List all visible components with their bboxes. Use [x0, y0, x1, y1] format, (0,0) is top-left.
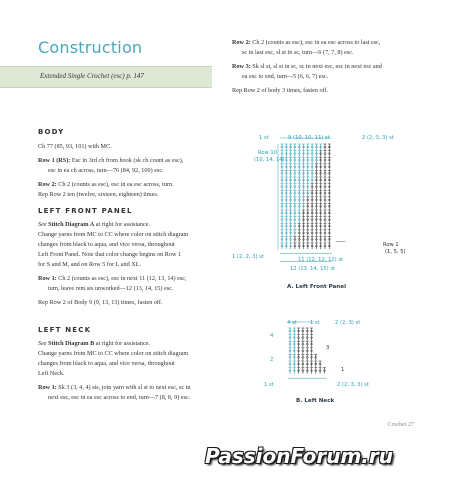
neck-line: Left Neck.: [38, 370, 65, 377]
right-row3-cont: ea esc to end, turn—5 (6, 6, 7) esc.: [242, 73, 329, 80]
stitch-symbol: [310, 361, 313, 367]
diag-b-top-right: 2 (2, 3) st: [335, 320, 361, 326]
stitch-symbol: [319, 197, 322, 203]
diag-b-bottom-right: 2 (2, 3, 3) st: [337, 382, 369, 388]
stitch-symbol: [302, 210, 305, 216]
stitch-symbol: [314, 354, 317, 360]
stitch-symbol: [285, 151, 288, 157]
stitch-symbol: [294, 243, 297, 249]
reference-text: Extended Single Crochet (esc) p. 147: [40, 72, 144, 80]
stitch-symbol: [294, 217, 297, 223]
stitch-symbol: [328, 236, 331, 242]
stitch-symbol: [293, 368, 296, 374]
stitch-symbol: [306, 368, 309, 374]
stitch-symbol: [302, 335, 305, 341]
stitch-symbol: [285, 157, 288, 163]
right-rep: Rep Row 2 of body 3 times, fasten off.: [232, 87, 329, 94]
stitch-symbol: [311, 151, 314, 157]
stitch-symbol: [324, 170, 327, 176]
stitch-symbol: [319, 236, 322, 242]
stitch-symbol: [310, 368, 313, 374]
stitch-symbol: [315, 197, 318, 203]
stitch-symbol: [302, 151, 305, 157]
stitch-symbol: [298, 177, 301, 183]
stitch-symbol: [298, 236, 301, 242]
stitch-symbol: [302, 223, 305, 229]
stitch-symbol: [293, 335, 296, 341]
stitch-symbol: [319, 361, 322, 367]
stitch-symbol: [281, 190, 284, 196]
stitch-symbol: [289, 223, 292, 229]
stitch-symbol: [285, 190, 288, 196]
stitch-symbol: [311, 197, 314, 203]
stitch-symbol: [324, 197, 327, 203]
stitch-symbol: [302, 184, 305, 190]
stitch-symbol: [324, 144, 327, 150]
stitch-symbol: [324, 217, 327, 223]
stitch-symbol: [297, 368, 300, 374]
stitch-symbol: [324, 203, 327, 209]
diag-b-row-num: 3: [326, 345, 330, 351]
stitch-symbol: [310, 335, 313, 341]
stitch-symbol: [281, 177, 284, 183]
stitch-symbol: [302, 144, 305, 150]
stitch-symbol: [294, 197, 297, 203]
stitch-symbol: [328, 184, 331, 190]
stitch-symbol: [289, 335, 292, 341]
stitch-symbol: [285, 197, 288, 203]
stitch-symbol: [315, 210, 318, 216]
stitch-symbol: [315, 217, 318, 223]
stitch-symbol: [298, 157, 301, 163]
stitch-symbol: [294, 170, 297, 176]
stitch-symbol: [298, 190, 301, 196]
stitch-symbol: [298, 203, 301, 209]
stitch-symbol: [306, 230, 309, 236]
stitch-symbol: [285, 223, 288, 229]
stitch-symbol: [285, 236, 288, 242]
stitch-symbol: [306, 223, 309, 229]
stitch-symbol: [289, 203, 292, 209]
front-rep: Rep Row 2 of Body 9 (9, 13, 13) times, fasten off.: [38, 299, 163, 306]
stitch-symbol: [315, 190, 318, 196]
stitch-symbol: [306, 144, 309, 150]
stitch-symbol: [306, 197, 309, 203]
stitch-symbol: [324, 184, 327, 190]
stitch-symbol: [324, 210, 327, 216]
stitch-symbol: [306, 177, 309, 183]
stitch-symbol: [328, 164, 331, 170]
stitch-symbol: [289, 230, 292, 236]
stitch-symbol: [302, 328, 305, 334]
stitch-symbol: [294, 164, 297, 170]
stitch-symbol: [311, 177, 314, 183]
stitch-symbol: [324, 236, 327, 242]
stitch-symbol: [297, 354, 300, 360]
stitch-symbol: [289, 190, 292, 196]
stitch-symbol: [328, 157, 331, 163]
neck-line: changes from black to aqua, and vice versa, throughout: [38, 360, 175, 367]
stitch-symbol: [319, 184, 322, 190]
stitch-symbol: [281, 203, 284, 209]
stitch-symbol: [310, 328, 313, 334]
stitch-symbol: [285, 177, 288, 183]
stitch-symbol: [302, 236, 305, 242]
right-row2-cont: sc in last esc, sl st in sc, turn—6 (7, 7, 8) esc.: [242, 49, 354, 56]
stitch-symbol: [293, 348, 296, 354]
stitch-symbol: [306, 170, 309, 176]
stitch-symbol: [302, 190, 305, 196]
stitch-symbol: [293, 341, 296, 347]
stitch-symbol: [315, 164, 318, 170]
stitch-symbol: [314, 368, 317, 374]
stitch-symbol: [289, 243, 292, 249]
stitch-symbol: [328, 177, 331, 183]
stitch-symbol: [293, 354, 296, 360]
stitch-symbol: [289, 177, 292, 183]
stitch-symbol: [319, 217, 322, 223]
stitch-symbol: [285, 184, 288, 190]
stitch-symbol: [306, 151, 309, 157]
neck-heading: LEFT NECK: [38, 326, 92, 334]
stitch-symbol: [297, 348, 300, 354]
stitch-symbol: [281, 243, 284, 249]
diag-b-row-num: 2: [270, 357, 274, 363]
stitch-symbol: [315, 144, 318, 150]
stitch-symbol: [289, 170, 292, 176]
stitch-symbol: [306, 190, 309, 196]
body-line: Ch 77 (85, 93, 101) with MC.: [38, 143, 112, 150]
stitch-symbol: [324, 157, 327, 163]
reference-bar: [0, 66, 212, 88]
stitch-symbol: [315, 203, 318, 209]
body-row2: Row 2: Ch 2 (counts as esc), esc in ea esc across, turn.: [38, 181, 174, 188]
front-line: for S and M, and on Row 5 for L and XL.: [38, 261, 142, 268]
stitch-symbol: [328, 144, 331, 150]
stitch-symbol: [315, 243, 318, 249]
diag-b-top-left: 1 st: [310, 320, 320, 326]
stitch-symbol: [311, 243, 314, 249]
stitch-symbol: [319, 164, 322, 170]
stitch-symbol: [294, 190, 297, 196]
diag-a-caption: A. Left Front Panel: [287, 284, 347, 290]
diag-a-top-right: 2 (2, 3, 3) st: [362, 135, 394, 141]
stitch-symbol: [323, 368, 326, 374]
stitch-symbol: [311, 190, 314, 196]
body-row1: Row 1 (RS): Esc in 3rd ch from hook (sk ch count as esc),: [38, 157, 184, 164]
stitch-symbol: [328, 203, 331, 209]
stitch-symbol: [328, 230, 331, 236]
stitch-symbol: [285, 203, 288, 209]
stitch-symbol: [294, 157, 297, 163]
stitch-symbol: [298, 230, 301, 236]
stitch-symbol: [294, 210, 297, 216]
stitch-symbol: [289, 217, 292, 223]
stitch-symbol: [324, 190, 327, 196]
stitch-symbol: [315, 157, 318, 163]
stitch-symbol: [302, 177, 305, 183]
stitch-symbol: [302, 203, 305, 209]
diag-a-row1: Row 1: [383, 242, 399, 248]
stitch-symbol: [289, 348, 292, 354]
diag-b-bottom-left: 1 st: [264, 382, 274, 388]
stitch-symbol: [302, 164, 305, 170]
stitch-symbol: [289, 151, 292, 157]
stitch-symbol: [311, 170, 314, 176]
diag-a-top-left: 1 st: [259, 135, 269, 141]
stitch-symbol: [298, 184, 301, 190]
stitch-symbol: [315, 230, 318, 236]
stitch-symbol: [324, 151, 327, 157]
stitch-symbol: [306, 361, 309, 367]
stitch-symbol: [293, 361, 296, 367]
stitch-symbol: [315, 170, 318, 176]
diag-a-top-mid: 9 (10, 10, 11) st: [288, 135, 330, 141]
stitch-symbol: [294, 230, 297, 236]
stitch-symbol: [328, 170, 331, 176]
stitch-symbol: [289, 368, 292, 374]
stitch-symbol: [281, 210, 284, 216]
stitch-symbol: [281, 144, 284, 150]
stitch-symbol: [311, 184, 314, 190]
stitch-symbol: [311, 164, 314, 170]
body-row1-cont: esc in ea ch across, turn—76 (84, 92, 100) esc.: [48, 167, 164, 174]
stitch-symbol: [289, 164, 292, 170]
stitch-symbol: [311, 223, 314, 229]
front-heading: LEFT FRONT PANEL: [38, 207, 133, 215]
stitch-symbol: [285, 164, 288, 170]
stitch-symbol: [319, 157, 322, 163]
stitch-symbol: [281, 197, 284, 203]
watermark: PassionForum.ru: [205, 444, 394, 468]
diag-a-row10: Row 10: [258, 150, 278, 156]
stitch-symbol: [306, 157, 309, 163]
stitch-symbol: [285, 144, 288, 150]
stitch-symbol: [306, 203, 309, 209]
stitch-symbol: [314, 361, 317, 367]
stitch-symbol: [285, 170, 288, 176]
stitch-symbol: [328, 243, 331, 249]
stitch-symbol: [298, 197, 301, 203]
stitch-symbol: [302, 243, 305, 249]
stitch-symbol: [285, 217, 288, 223]
stitch-symbol: [297, 341, 300, 347]
stitch-symbol: [315, 223, 318, 229]
stitch-symbol: [281, 170, 284, 176]
stitch-symbol: [328, 197, 331, 203]
stitch-symbol: [324, 223, 327, 229]
front-row1-cont: turn, leave rem sts unworked—12 (13, 14, 15) esc.: [48, 285, 174, 292]
stitch-symbol: [319, 170, 322, 176]
front-row1: Row 1: Ch 2 (counts as esc), esc in next 11 (12, 13, 14) esc,: [38, 275, 187, 282]
right-row2: Row 2: Ch 2 (counts as esc), esc in ea esc across to last esc,: [232, 39, 381, 46]
stitch-symbol: [294, 223, 297, 229]
stitch-symbol: [306, 184, 309, 190]
stitch-symbol: [285, 210, 288, 216]
stitch-symbol: [324, 230, 327, 236]
stitch-symbol: [289, 361, 292, 367]
stitch-symbol: [319, 230, 322, 236]
stitch-symbol: [328, 217, 331, 223]
stitch-symbol: [311, 210, 314, 216]
stitch-symbol: [281, 230, 284, 236]
stitch-symbol: [319, 210, 322, 216]
stitch-symbol: [328, 210, 331, 216]
stitch-symbol: [319, 203, 322, 209]
stitch-symbol: [285, 230, 288, 236]
stitch-symbol: [302, 170, 305, 176]
stitch-symbol: [298, 243, 301, 249]
stitch-symbol: [306, 348, 309, 354]
stitch-symbol: [306, 210, 309, 216]
stitch-symbol: [281, 184, 284, 190]
stitch-symbol: [311, 157, 314, 163]
stitch-symbol: [289, 354, 292, 360]
body-heading: BODY: [38, 128, 65, 136]
stitch-symbol: [328, 151, 331, 157]
stitch-symbol: [315, 151, 318, 157]
stitch-symbol: [289, 144, 292, 150]
diag-a-bottom-left: 1 (2, 2, 3) st: [232, 254, 264, 260]
page-title: Construction: [38, 38, 143, 57]
front-line: Left Front Panel. Note that color change begins on Row 1: [38, 251, 182, 258]
neck-see: See Stitch Diagram B at right for assistance.: [38, 340, 151, 347]
stitch-symbol: [298, 164, 301, 170]
stitch-symbol: [302, 230, 305, 236]
stitch-symbol: [306, 335, 309, 341]
stitch-symbol: [319, 151, 322, 157]
stitch-symbol: [311, 203, 314, 209]
stitch-symbol: [319, 190, 322, 196]
stitch-symbol: [310, 354, 313, 360]
stitch-symbol: [315, 177, 318, 183]
stitch-symbol: [315, 184, 318, 190]
stitch-symbol: [315, 236, 318, 242]
stitch-symbol: [310, 348, 313, 354]
stitch-symbol: [289, 210, 292, 216]
front-line: changes from black to aqua, and vice versa, throughout: [38, 241, 175, 248]
stitch-symbol: [311, 236, 314, 242]
stitch-symbol: [319, 368, 322, 374]
stitch-symbol: [289, 184, 292, 190]
stitch-symbol: [297, 361, 300, 367]
stitch-symbol: [319, 177, 322, 183]
stitch-symbol: [306, 236, 309, 242]
neck-line: Change yarns from MC to CC where color on stitch diagram: [38, 350, 189, 357]
stitch-symbol: [297, 328, 300, 334]
body-rep: Rep Row 2 ten (twelve, sixteen, eighteen) times.: [38, 191, 159, 198]
stitch-symbol: [302, 361, 305, 367]
right-row3: Row 3: Sk sl st, sl st in sc, sc in next esc, esc in next esc and: [232, 63, 382, 70]
stitch-symbol: [289, 157, 292, 163]
stitch-symbol: [289, 197, 292, 203]
stitch-symbol: [306, 217, 309, 223]
front-see: See Stitch Diagram A at right for assistance.: [38, 221, 151, 228]
stitch-symbol: [324, 243, 327, 249]
stitch-symbol: [306, 354, 309, 360]
stitch-symbol: [281, 236, 284, 242]
stitch-symbol: [302, 197, 305, 203]
stitch-symbol: [328, 223, 331, 229]
stitch-symbol: [298, 170, 301, 176]
stitch-symbol: [281, 151, 284, 157]
stitch-symbol: [294, 151, 297, 157]
stitch-symbol: [294, 184, 297, 190]
stitch-symbol: [298, 144, 301, 150]
neck-row1-cont: next esc, esc in ea esc across to end, turn—7 (8, 8, 9) esc.: [48, 394, 191, 401]
stitch-symbol: [298, 223, 301, 229]
stitch-symbol: [311, 230, 314, 236]
stitch-symbol: [302, 217, 305, 223]
stitch-symbol: [324, 164, 327, 170]
stitch-symbol: [297, 335, 300, 341]
stitch-symbol: [306, 164, 309, 170]
diag-b-row-num: 1: [341, 367, 345, 373]
neck-row1: Row 1: Sk 3 (3, 4, 4) sts, join yarn with sl st to next esc, sc in: [38, 384, 191, 391]
diag-b-row-num: 4: [270, 333, 274, 339]
stitch-symbol: [289, 341, 292, 347]
stitch-symbol: [298, 210, 301, 216]
stitch-symbol: [302, 341, 305, 347]
stitch-symbol: [311, 217, 314, 223]
diag-a-row10-sizes: (10, 14, 14): [254, 157, 285, 163]
stitch-symbol: [294, 236, 297, 242]
front-line: Change yarns from MC to CC where color on stitch diagram: [38, 231, 189, 238]
stitch-symbol: [298, 151, 301, 157]
stitch-symbol: [306, 341, 309, 347]
stitch-symbol: [298, 217, 301, 223]
stitch-symbol: [281, 164, 284, 170]
stitch-diagram-b: [262, 316, 402, 396]
stitch-symbol: [294, 203, 297, 209]
stitch-symbol: [294, 144, 297, 150]
diag-a-row1-sizes: (1, 5, 5): [385, 249, 406, 255]
stitch-symbol: [289, 236, 292, 242]
stitch-symbol: [285, 243, 288, 249]
stitch-symbol: [302, 157, 305, 163]
stitch-symbol: [281, 223, 284, 229]
stitch-symbol: [319, 243, 322, 249]
stitch-symbol: [319, 144, 322, 150]
stitch-symbol: [319, 223, 322, 229]
stitch-symbol: [310, 341, 313, 347]
stitch-symbol: [293, 328, 296, 334]
page-number: Crochet 27: [387, 422, 414, 428]
stitch-symbol: [306, 243, 309, 249]
stitch-symbol: [302, 348, 305, 354]
diag-a-bottom-total: 12 (13, 14, 15) st: [290, 266, 336, 272]
stitch-symbol: [328, 190, 331, 196]
stitch-symbol: [302, 368, 305, 374]
stitch-symbol: [294, 177, 297, 183]
stitch-symbol: [289, 328, 292, 334]
diag-b-caption: B. Left Neck: [296, 398, 335, 404]
stitch-symbol: [302, 354, 305, 360]
stitch-symbol: [281, 217, 284, 223]
diag-b-top-mid: 4 st: [287, 320, 297, 326]
diag-a-bottom-mid: 11 (12, 12, 12) st: [298, 257, 344, 263]
stitch-symbol: [306, 328, 309, 334]
stitch-symbol: [311, 144, 314, 150]
stitch-symbol: [324, 177, 327, 183]
